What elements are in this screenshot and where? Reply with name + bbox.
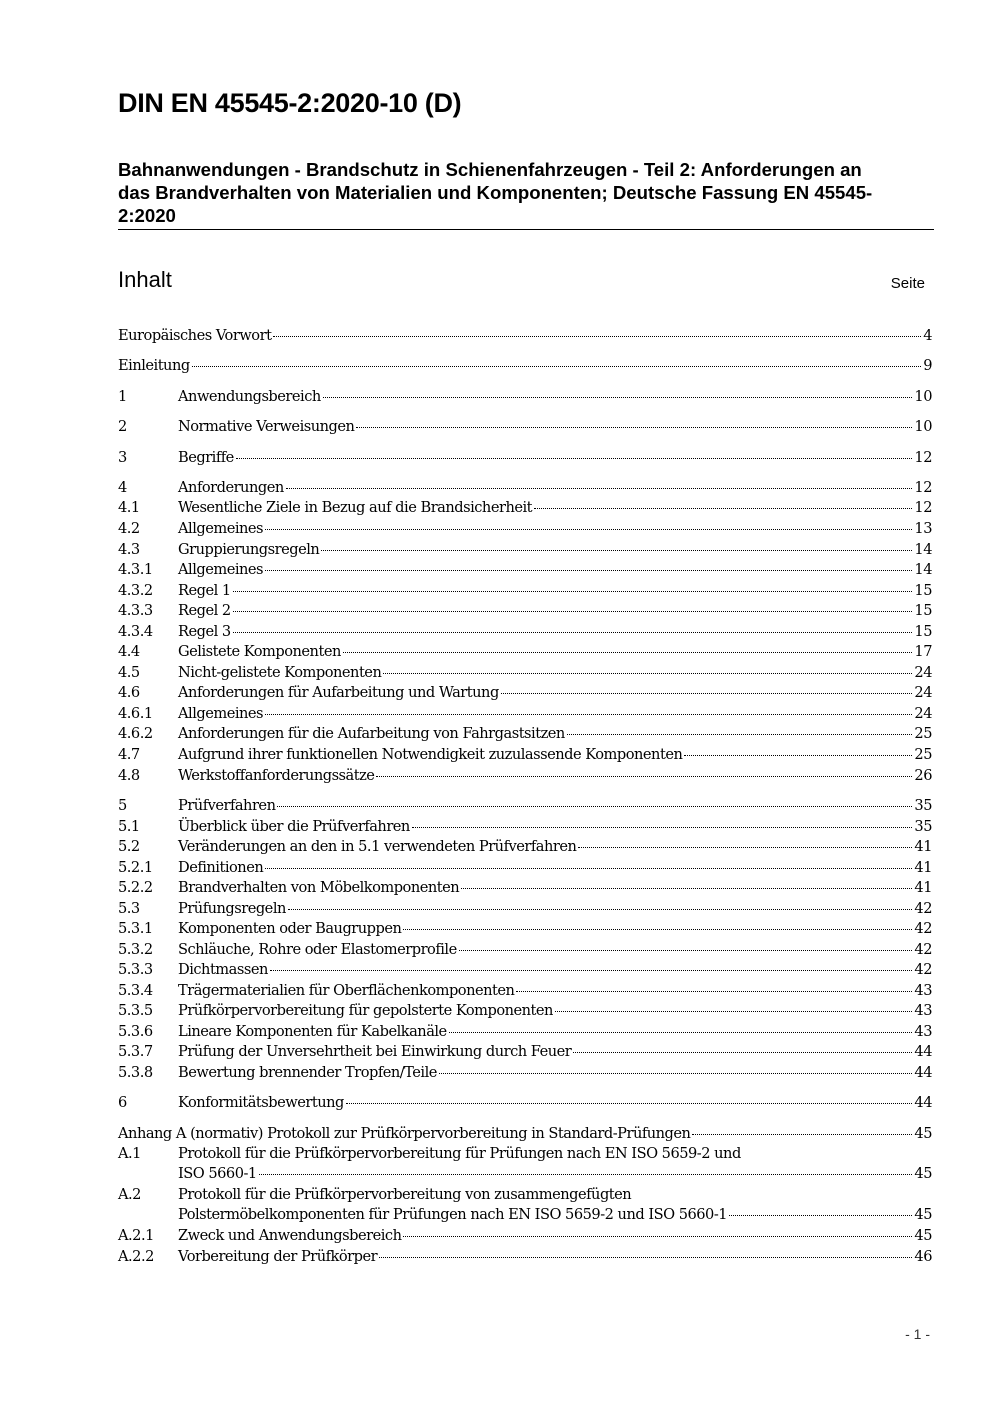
toc-entry-number: 4.3.1 xyxy=(118,561,153,578)
toc-entry-title: Anforderungen für die Aufarbeitung von Fahrgastsitzen xyxy=(178,725,565,742)
toc-dot-leader xyxy=(555,1011,912,1012)
toc-entry-number: 5.1 xyxy=(118,818,140,835)
toc-entry-title: Regel 3 xyxy=(178,623,231,640)
toc-dot-leader xyxy=(449,1032,913,1033)
toc-dot-leader xyxy=(343,652,913,653)
toc-entry-title: Brandverhalten von Möbelkomponenten xyxy=(178,879,460,896)
toc-entry[interactable] xyxy=(118,1042,932,1062)
toc-entry-number: 4.1 xyxy=(118,499,140,516)
toc-entry[interactable] xyxy=(118,1022,932,1042)
toc-entry[interactable] xyxy=(118,1247,932,1267)
toc-entry-number: 5.3.5 xyxy=(118,1002,153,1019)
toc-dot-leader xyxy=(265,529,912,530)
toc-entry-number: 4.6.1 xyxy=(118,705,153,722)
toc-entry-title: Vorbereitung der Prüfkörper xyxy=(178,1248,378,1265)
toc-dot-leader xyxy=(323,397,913,398)
toc-entry-number: 4.3.3 xyxy=(118,602,153,619)
document-title-line: das Brandverhalten von Materialien und Komponenten; Deutsche Fassung EN 45545- xyxy=(118,182,873,203)
toc-entry-number: A.2.1 xyxy=(118,1227,154,1244)
toc-entry-page: 44 xyxy=(914,1094,932,1111)
toc-entry-page: 45 xyxy=(914,1125,932,1142)
toc-entry[interactable] xyxy=(118,704,932,724)
toc-entry-page: 25 xyxy=(914,746,932,763)
toc-entry-title: Gelistete Komponenten xyxy=(178,643,341,660)
toc-dot-leader xyxy=(286,488,913,489)
toc-dot-leader xyxy=(265,570,912,571)
toc-entry-number: 5.3.4 xyxy=(118,982,153,999)
toc-entry-page: 24 xyxy=(914,684,932,701)
toc-entry-title: Allgemeines xyxy=(178,520,264,537)
toc-entry[interactable] xyxy=(118,981,932,1001)
toc-entry-number: 5.3.8 xyxy=(118,1064,153,1081)
toc-entry-title: Schläuche, Rohre oder Elastomerprofile xyxy=(178,941,457,958)
toc-entry[interactable] xyxy=(118,387,932,407)
toc-dot-leader xyxy=(684,755,912,756)
toc-entry[interactable] xyxy=(118,519,932,539)
toc-entry-number: 4.6 xyxy=(118,684,140,701)
toc-dot-leader xyxy=(233,611,913,612)
toc-entry-page: 10 xyxy=(914,418,932,435)
toc-entry-title: Nicht-gelistete Komponenten xyxy=(178,664,382,681)
toc-entry[interactable] xyxy=(118,642,932,662)
toc-entry[interactable] xyxy=(118,560,932,580)
toc-dot-leader xyxy=(383,673,912,674)
toc-dot-leader xyxy=(233,591,913,592)
toc-dot-leader xyxy=(461,888,912,889)
toc-entry-number: 1 xyxy=(118,388,127,405)
toc-entry-page: 9 xyxy=(923,357,932,374)
toc-entry-page: 44 xyxy=(914,1043,932,1060)
toc-entry-page: 45 xyxy=(914,1206,932,1223)
toc-entry-page: 42 xyxy=(914,961,932,978)
toc-dot-leader xyxy=(729,1215,912,1216)
toc-entry-page: 24 xyxy=(914,664,932,681)
toc-dot-leader xyxy=(439,1073,913,1074)
toc-entry-number: 5.3 xyxy=(118,900,140,917)
toc-dot-leader xyxy=(236,458,913,459)
toc-entry-number: 4.4 xyxy=(118,643,140,660)
toc-entry-title: Regel 1 xyxy=(178,582,231,599)
toc-entry[interactable] xyxy=(118,1144,932,1184)
toc-entry[interactable] xyxy=(118,919,932,939)
toc-dot-leader xyxy=(403,929,912,930)
toc-entry-page: 14 xyxy=(914,541,932,558)
toc-entry[interactable] xyxy=(118,498,932,518)
toc-dot-leader xyxy=(233,632,913,633)
toc-entry-title: Definitionen xyxy=(178,859,264,876)
toc-entry-page: 45 xyxy=(914,1227,932,1244)
toc-entry-title: Protokoll für die Prüfkörpervorbereitung für Prüfungen nach EN ISO 5659-2 und xyxy=(178,1145,741,1162)
toc-dot-leader xyxy=(459,950,913,951)
toc-dot-leader xyxy=(259,1174,913,1175)
toc-entry-page: 14 xyxy=(914,561,932,578)
toc-entry-page: 42 xyxy=(914,920,932,937)
toc-entry-title: Komponenten oder Baugruppen xyxy=(178,920,402,937)
toc-entry-title: Werkstoffanforderungssätze xyxy=(178,767,375,784)
toc-entry-page: 17 xyxy=(914,643,932,660)
toc-entry-page: 41 xyxy=(914,879,932,896)
toc-entry-number: 5 xyxy=(118,797,127,814)
toc-entry-title: Prüfkörpervorbereitung für gepolsterte Komponenten xyxy=(178,1002,553,1019)
toc-dot-leader xyxy=(321,550,912,551)
toc-entry[interactable] xyxy=(118,356,932,376)
toc-entry[interactable] xyxy=(118,817,932,837)
toc-entry-page: 35 xyxy=(914,818,932,835)
toc-entry-page: 43 xyxy=(914,1023,932,1040)
toc-entry[interactable] xyxy=(118,326,932,346)
toc-entry-page: 41 xyxy=(914,838,932,855)
toc-entry[interactable] xyxy=(118,683,932,703)
toc-dot-leader xyxy=(412,827,913,828)
toc-entry-page: 25 xyxy=(914,725,932,742)
toc-dot-leader xyxy=(692,1134,912,1135)
toc-entry-title: Gruppierungsregeln xyxy=(178,541,320,558)
toc-entry-number: 5.3.2 xyxy=(118,941,153,958)
toc-entry-title: Lineare Komponenten für Kabelkanäle xyxy=(178,1023,447,1040)
toc-entry[interactable] xyxy=(118,1063,932,1083)
toc-entry[interactable] xyxy=(118,745,932,765)
toc-entry-number: 6 xyxy=(118,1094,127,1111)
toc-entry-title: Wesentliche Ziele in Bezug auf die Brandsicherheit xyxy=(178,499,533,516)
toc-entry[interactable] xyxy=(118,899,932,919)
toc-entry-page: 12 xyxy=(914,449,932,466)
toc-dot-leader xyxy=(288,909,913,910)
toc-entry-title: Dichtmassen xyxy=(178,961,268,978)
toc-entry-number: 4.3 xyxy=(118,541,140,558)
toc-entry-title: Regel 2 xyxy=(178,602,231,619)
toc-entry[interactable] xyxy=(118,1001,932,1021)
toc-entry-page: 12 xyxy=(914,499,932,516)
toc-entry-title: Allgemeines xyxy=(178,705,264,722)
toc-entry[interactable] xyxy=(118,417,932,437)
toc-entry-number: A.2.2 xyxy=(118,1248,154,1265)
toc-entry[interactable] xyxy=(118,663,932,683)
toc-entry-page: 42 xyxy=(914,900,932,917)
toc-entry-number: A.2 xyxy=(118,1186,141,1203)
toc-entry-number: 4.6.2 xyxy=(118,725,153,742)
toc-entry-number: 5.3.3 xyxy=(118,961,153,978)
toc-entry-title: Protokoll für die Prüfkörpervorbereitung von zusammengefügten xyxy=(178,1186,632,1203)
toc-entry[interactable] xyxy=(118,837,932,857)
toc-dot-leader xyxy=(265,868,912,869)
toc-entry-page: 10 xyxy=(914,388,932,405)
toc-entry-title: Anforderungen für Aufarbeitung und Wartung xyxy=(178,684,499,701)
toc-dot-leader xyxy=(516,991,912,992)
toc-entry-title: Allgemeines xyxy=(178,561,264,578)
toc-entry[interactable] xyxy=(118,796,932,816)
toc-entry-page: 35 xyxy=(914,797,932,814)
toc-entry-title-continued: Polstermöbelkomponenten für Prüfungen nach EN ISO 5659-2 und ISO 5660-1 xyxy=(178,1206,728,1223)
toc-entry[interactable] xyxy=(118,478,932,498)
toc-dot-leader xyxy=(273,336,921,337)
toc-entry[interactable] xyxy=(118,858,932,878)
toc-entry-number: 5.3.7 xyxy=(118,1043,153,1060)
toc-entry[interactable] xyxy=(118,724,932,744)
toc-entry-number: 3 xyxy=(118,449,127,466)
toc-entry-page: 12 xyxy=(914,479,932,496)
toc-entry-number: 5.2.1 xyxy=(118,859,153,876)
toc-entry-number: 4 xyxy=(118,479,127,496)
toc-entry-number: 5.2 xyxy=(118,838,140,855)
toc-entry[interactable] xyxy=(118,878,932,898)
toc-entry-number: A.1 xyxy=(118,1145,141,1162)
toc-entry-title: Überblick über die Prüfverfahren xyxy=(178,818,410,835)
toc-entry-number: 5.3.6 xyxy=(118,1023,153,1040)
toc-entry[interactable] xyxy=(118,581,932,601)
toc-dot-leader xyxy=(376,776,912,777)
toc-entry-title: Einleitung xyxy=(118,357,190,374)
toc-entry[interactable] xyxy=(118,940,932,960)
toc-entry-page: 13 xyxy=(914,520,932,537)
toc-entry[interactable] xyxy=(118,1124,932,1144)
toc-entry-title: Veränderungen an den in 5.1 verwendeten Prüfverfahren xyxy=(178,838,577,855)
document-title xyxy=(118,158,936,227)
toc-entry-page: 42 xyxy=(914,941,932,958)
toc-entry-title: Anforderungen xyxy=(178,479,284,496)
toc-entry-page: 44 xyxy=(914,1064,932,1081)
toc-entry-number: 5.2.2 xyxy=(118,879,153,896)
toc-entry-number: 4.3.4 xyxy=(118,623,153,640)
toc-entry-title: Anhang A (normativ) Protokoll zur Prüfkörpervorbereitung in Standard-Prüfungen xyxy=(118,1125,691,1142)
document-code: DIN EN 45545-2:2020-10 (D) xyxy=(118,88,462,118)
toc-entry[interactable] xyxy=(118,960,932,980)
toc-entry-title: Aufgrund ihrer funktionellen Notwendigkeit zuzulassende Komponenten xyxy=(178,746,683,763)
toc-dot-leader xyxy=(192,366,922,367)
toc-dot-leader xyxy=(356,427,912,428)
toc-dot-leader xyxy=(403,1236,912,1237)
toc-entry-title: Europäisches Vorwort xyxy=(118,327,272,344)
toc-entry-title: Konformitätsbewertung xyxy=(178,1094,344,1111)
toc-entry-number: 2 xyxy=(118,418,127,435)
toc-entry[interactable] xyxy=(118,601,932,621)
toc-entry-title: Prüfverfahren xyxy=(178,797,276,814)
toc-dot-leader xyxy=(379,1257,912,1258)
toc-entry-page: 43 xyxy=(914,1002,932,1019)
toc-dot-leader xyxy=(270,970,913,971)
toc-dot-leader xyxy=(346,1103,913,1104)
toc-entry-page: 46 xyxy=(914,1248,932,1265)
toc-dot-leader xyxy=(534,508,912,509)
toc-entry-page: 4 xyxy=(923,327,932,344)
toc-dot-leader xyxy=(501,693,913,694)
toc-entry[interactable] xyxy=(118,766,932,786)
toc-entry-page: 43 xyxy=(914,982,932,999)
toc-entry[interactable] xyxy=(118,1226,932,1246)
toc-entry-title: Prüfung der Unversehrtheit bei Einwirkung durch Feuer xyxy=(178,1043,572,1060)
toc-entry-title: Anwendungsbereich xyxy=(178,388,321,405)
title-divider xyxy=(118,229,934,230)
toc-entry-number: 5.3.1 xyxy=(118,920,153,937)
toc-entry-page: 41 xyxy=(914,859,932,876)
toc-entry-title: Prüfungsregeln xyxy=(178,900,286,917)
toc-entry-title: Bewertung brennender Tropfen/Teile xyxy=(178,1064,437,1081)
toc-entry[interactable] xyxy=(118,1185,932,1225)
toc-entry-number: 4.2 xyxy=(118,520,140,537)
toc-entry[interactable] xyxy=(118,622,932,642)
toc-entry-page: 26 xyxy=(914,767,932,784)
toc-entry[interactable] xyxy=(118,1093,932,1113)
toc-entry-title-continued: ISO 5660-1 xyxy=(178,1165,257,1182)
toc-entry-page: 45 xyxy=(914,1165,932,1182)
toc-dot-leader xyxy=(277,806,912,807)
toc-entry-title: Normative Verweisungen xyxy=(178,418,355,435)
toc-entry[interactable] xyxy=(118,448,932,468)
document-title-line: Bahnanwendungen - Brandschutz in Schienenfahrzeugen - Teil 2: Anforderungen an xyxy=(118,159,862,180)
toc-entry-number: 4.8 xyxy=(118,767,140,784)
toc-entry-page: 15 xyxy=(914,582,932,599)
toc-entry-page: 15 xyxy=(914,623,932,640)
toc-dot-leader xyxy=(567,734,913,735)
document-title-line: 2:2020 xyxy=(118,205,176,226)
toc-entry-number: 4.3.2 xyxy=(118,582,153,599)
toc-entry-number: 4.5 xyxy=(118,664,140,681)
toc-entry-title: Begriffe xyxy=(178,449,234,466)
toc-page-column-label: Seite xyxy=(890,275,925,292)
toc-entry-number: 4.7 xyxy=(118,746,140,763)
toc-entry-page: 15 xyxy=(914,602,932,619)
toc-dot-leader xyxy=(573,1052,912,1053)
toc-entry-title: Trägermaterialien für Oberflächenkomponenten xyxy=(178,982,515,999)
toc-entry-page: 24 xyxy=(914,705,932,722)
page-number: - 1 - xyxy=(905,1326,930,1342)
toc-entry-title: Zweck und Anwendungsbereich xyxy=(178,1227,402,1244)
toc-dot-leader xyxy=(578,847,912,848)
toc-dot-leader xyxy=(265,714,912,715)
toc-heading: Inhalt xyxy=(118,267,172,292)
toc-entry[interactable] xyxy=(118,540,932,560)
